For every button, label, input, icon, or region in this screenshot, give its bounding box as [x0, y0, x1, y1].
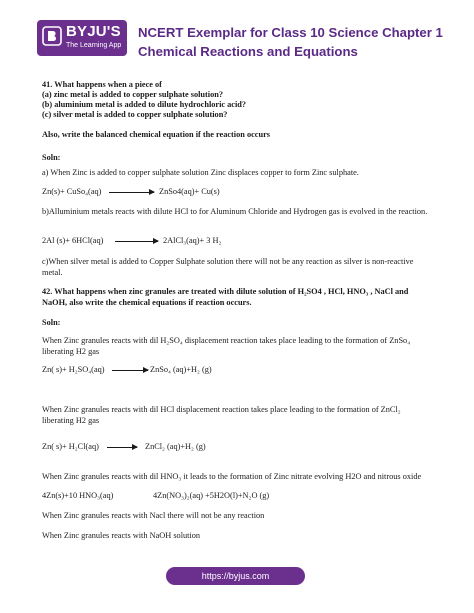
q42-paragraph-h2so4: When Zinc granules reacts with dil H₂SO₄ displacement reaction takes place leading to the formation of ZnSo₄ liberating H2 gas: [42, 336, 411, 356]
q41-answer-b: b)Alluminium metals reacts with dilute HCl to for Aluminum Chloride and Hydrogen gas is evolved in the reaction.: [42, 207, 428, 216]
reaction-arrow: [115, 241, 158, 242]
reaction-arrow: [112, 370, 148, 371]
equation-2-reactants: Zn( s)+ H₂Cl(aq): [42, 442, 99, 451]
byjus-logo: [37, 20, 127, 56]
brand-tagline: The Learning App: [66, 42, 122, 49]
reaction-arrow: [107, 447, 137, 448]
q41-part-a: (a) zinc metal is added to copper sulphate solution?: [42, 90, 224, 99]
equation-a-products: ZnSo4(aq)+ Cu(s): [159, 187, 220, 196]
q41-answer-a: a) When Zinc is added to copper sulphate solution Zinc displaces copper to form Zinc sulphate.: [42, 168, 359, 177]
equation-1-reactants: Zn( s)+ H₂SO₄(aq): [42, 365, 105, 374]
equation-3-reactants: 4Zn(s)+10 HNO₃(aq): [42, 491, 114, 500]
q41-instruction: Also, write the balanced chemical equation if the reaction occurs: [42, 130, 270, 139]
q42-paragraph-nacl: When Zinc granules reacts with Nacl there will not be any reaction: [42, 511, 265, 520]
equation-a-reactants: Zn(s)+ CuSo₄(aq): [42, 187, 102, 196]
equation-2-products: ZnCl₂ (aq)+H₂ (g): [145, 442, 206, 451]
page-header: [0, 0, 474, 72]
q41-title: 41. What happens when a piece of: [42, 80, 162, 89]
q41-answer-c: c)When silver metal is added to Copper Sulphate solution there will not be any reaction as silver is non-reactive metal.: [42, 257, 414, 277]
q41-part-b: (b) aluminium metal is added to dilute hydrochloric acid?: [42, 100, 247, 109]
q42-paragraph-naoh: When Zinc granules reacts with NaOH solution: [42, 531, 201, 540]
equation-1-products: ZnSo₄ (aq)+H₂ (g): [150, 365, 212, 374]
q42-paragraph-hno3: When Zinc granules reacts with dil HNO₃ it leads to the formation of Zinc nitrate evolving H2O and nitrous oxide: [42, 472, 422, 481]
byjus-logo-icon: [42, 26, 62, 46]
q42-paragraph-hcl: When Zinc granules reacts with dil HCl displacement reaction takes place leading to the formation of ZnCl₂ liberating H2 gas: [42, 405, 401, 425]
page-title: NCERT Exemplar for Class 10 Science Chapter 1 Chemical Reactions and Equations: [138, 25, 443, 59]
q41-soln-label: Soln:: [42, 153, 61, 162]
q41-part-c: (c) silver metal is added to copper sulphate solution?: [42, 110, 228, 119]
brand-name: BYJU'S: [66, 23, 121, 40]
equation-b-reactants: 2Al (s)+ 6HCl(aq): [42, 236, 104, 245]
equation-b-products: 2AlCl₃(aq)+ 3 H₂: [163, 236, 222, 245]
q42-soln-label: Soln:: [42, 318, 61, 327]
reaction-arrow: [109, 192, 154, 193]
website-link-button[interactable]: https://byjus.com: [166, 567, 305, 585]
q42-title: 42. What happens when zinc granules are treated with dilute solution of H₂SO4 , HCl, HNO₃ , NaCl and NaOH, also write the chemical equations if reaction occurs.: [42, 287, 409, 307]
equation-3-products: 4Zn(NO₃)₂(aq) +5H2O(l)+N₂O (g): [153, 491, 270, 500]
